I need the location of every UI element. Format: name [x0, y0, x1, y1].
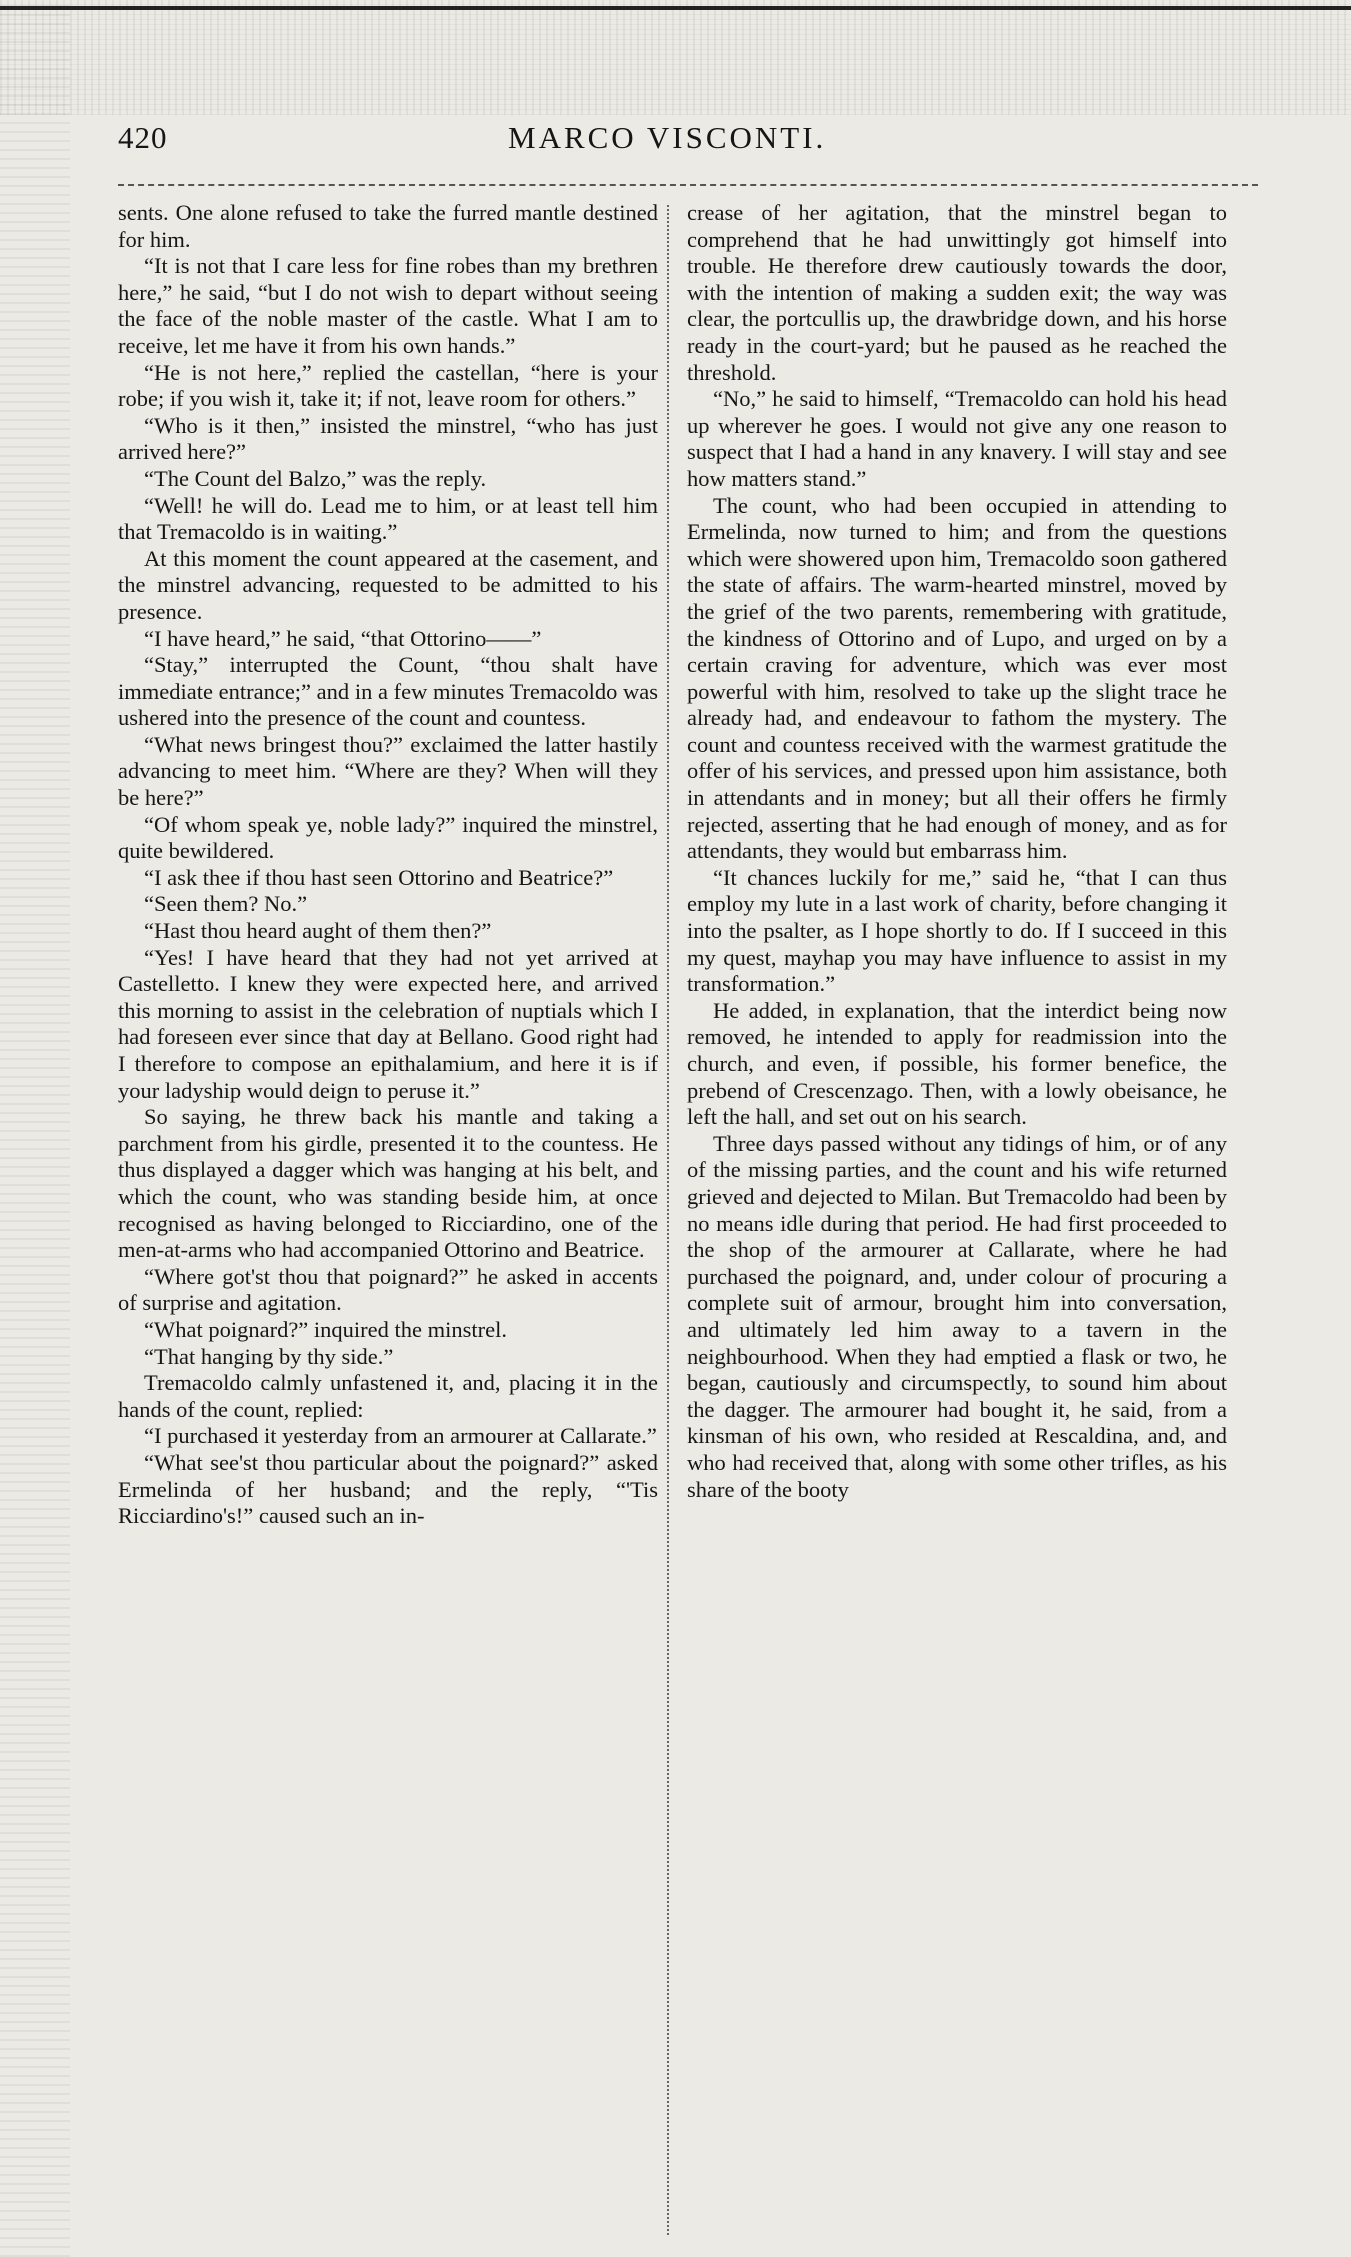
paragraph: “Seen them? No.”: [144, 891, 308, 917]
paragraph: The count, who had been occupied in attending to Ermelinda, now turned to him; and from the questions which were showered upon him, Tremacoldo soon gathered the state of affairs. The warm-hearted minstrel, moved by the grief of the two parents, remembering with gratitude, the kindness of Ottorino and of Lupo, and urged on by a certain craving for adventure, which was ever most powerful with him, resolved to take up the slight trace he already had, and endeavour to fathom the mystery. The count and countess received with the warmest gratitude the offer of his services, and pressed upon him assistance, both in attendants and in money; but all their offers he firmly rejected, asserting that he had enough of money, and as for attendants, they would but embarrass him.: [687, 492, 1227, 864]
column-divider: [667, 205, 669, 2235]
paragraph: “What poignard?” inquired the minstrel.: [144, 1316, 507, 1342]
paragraph: crease of her agitation, that the minstrel began to comprehend that he had unwittingly got himself into trouble. He therefore drew cautiously towards the door, with the intention of making a sudden exit; the way was clear, the portcullis up, the drawbridge down, and his horse ready in the court-yard; but he paused as he reached the threshold.: [687, 200, 1227, 385]
paragraph: sents. One alone refused to take the furred mantle destined for him.: [118, 200, 658, 252]
paragraph: “Well! he will do. Lead me to him, or at least tell him that Tremacoldo is in waiting.”: [118, 492, 658, 545]
paragraph: “I purchased it yesterday from an armourer at Callarate.”: [144, 1423, 657, 1449]
paragraph: Three days passed without any tidings of him, or of any of the missing parties, and the count and his wife returned grieved and dejected to Milan. But Tremacoldo had been by no means idle during that period. He had first proceeded to the shop of the armourer at Callarate, where he had purchased the poignard, and, under colour of procuring a complete suit of armour, brought him into conversation, and ultimately led him away to a tavern in the neighbourhood. When they had emptied a flask or two, he began, cautiously and circumspectly, to sound him about the dagger. The armourer had bought it, he said, from a kinsman of his own, who resided at Rescaldina, and, and who had received that, along with some other trifles, as his share of the booty: [687, 1130, 1227, 1502]
left-column: [118, 200, 658, 1530]
paragraph: “What see'st thou particular about the poignard?” asked Ermelinda of her husband; and the reply, “'Tis Ricciardino's!” caused such an in-: [118, 1449, 658, 1529]
paragraph: “What news bringest thou?” exclaimed the latter hastily advancing to meet him. “Where are they? When will they be here?”: [118, 731, 658, 811]
paragraph: At this moment the count appeared at the casement, and the minstrel advancing, requested to be admitted to his presence.: [118, 545, 658, 624]
paragraph: “Stay,” interrupted the Count, “thou shalt have immediate entrance;” and in a few minutes Tremacoldo was ushered into the presence of the count and countess.: [118, 652, 658, 731]
paragraph: “Hast thou heard aught of them then?”: [144, 918, 492, 944]
paragraph: “That hanging by thy side.”: [144, 1343, 394, 1369]
paragraph: “The Count del Balzo,” was the reply.: [144, 465, 487, 491]
paragraph: “Of whom speak ye, noble lady?” inquired the minstrel, quite bewildered.: [118, 811, 658, 864]
paragraph: “No,” he said to himself, “Tremacoldo can hold his head up wherever he goes. I would not give any one reason to suspect that I had a hand in any knavery. I will stay and see how matters stand.”: [687, 386, 1227, 491]
header-rule: [118, 184, 1258, 186]
paragraph: “He is not here,” replied the castellan, “here is your robe; if you wish it, take it; if not, leave room for others.”: [118, 359, 658, 412]
right-column: [687, 200, 1227, 1503]
paragraph: “I ask thee if thou hast seen Ottorino and Beatrice?”: [144, 864, 614, 890]
paragraph: “I have heard,” he said, “that Ottorino——”: [144, 625, 542, 651]
paragraph: Tremacoldo calmly unfastened it, and, placing it in the hands of the count, replied:: [118, 1370, 658, 1422]
paragraph: “Yes! I have heard that they had not yet arrived at Castelletto. I knew they were expected here, and arrived this morning to assist in the celebration of nuptials which I had foreseen ever since that day at Bellano. Good right had I therefore to compose an epithalamium, and here it is if your ladyship would deign to peruse it.”: [118, 944, 658, 1103]
top-edge-rule: [0, 6, 1351, 10]
paragraph: So saying, he threw back his mantle and taking a parchment from his girdle, presented it to the countess. He thus displayed a dagger which was hanging at his belt, and which the count, who was standing beside him, at once recognised as having belonged to Ricciardino, one of the men-at-arms who had accompanied Ottorino and Beatrice.: [118, 1104, 658, 1263]
paragraph: “Where got'st thou that poignard?” he asked in accents of surprise and agitation.: [118, 1263, 658, 1316]
scan-noise-top: [0, 0, 1351, 115]
scan-noise-left: [0, 0, 70, 2257]
page-number: 420: [118, 120, 168, 155]
paragraph: “It chances luckily for me,” said he, “that I can thus employ my lute in a last work of charity, before changing it into the psalter, as I hope shortly to do. If I succeed in this my quest, mayhap you may have influence to assist in my transformation.”: [687, 864, 1227, 997]
page-header: [118, 120, 1258, 160]
running-title: MARCO VISCONTI.: [508, 120, 827, 155]
paragraph: “Who is it then,” insisted the minstrel, “who has just arrived here?”: [118, 412, 658, 465]
paragraph: He added, in explanation, that the interdict being now removed, he intended to apply for readmission into the church, and even, if possible, his former benefice, the prebend of Crescenzago. Then, with a lowly obeisance, he left the hall, and set out on his search.: [687, 997, 1227, 1130]
paragraph: “It is not that I care less for fine robes than my brethren here,” he said, “but I do not wish to depart without seeing the face of the noble master of the castle. What I am to receive, let me have it from his own hands.”: [118, 253, 658, 358]
